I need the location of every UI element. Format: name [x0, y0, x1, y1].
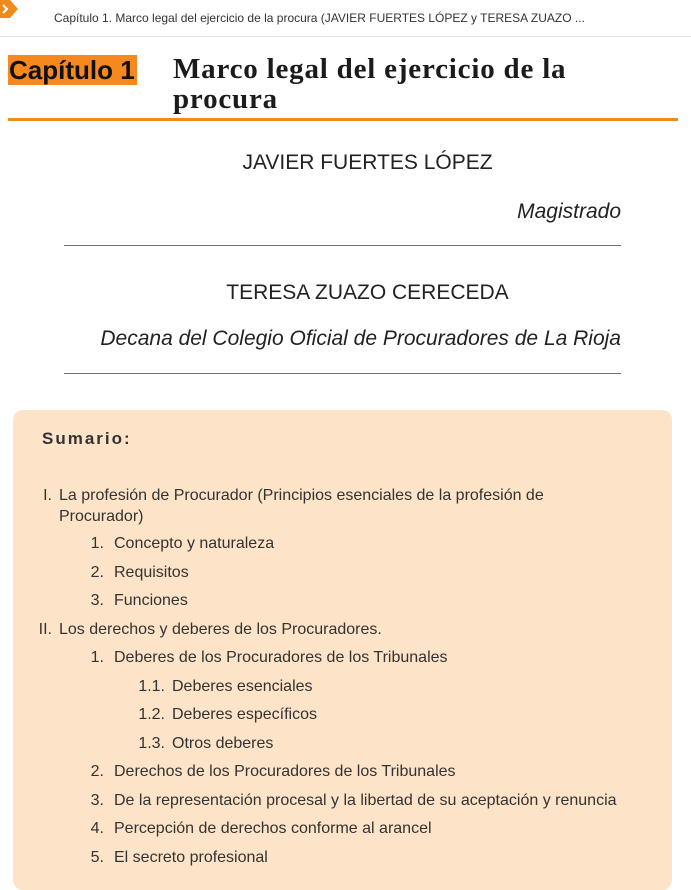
toc-label: Otros deberes [172, 735, 274, 752]
summary-title: Sumario: [42, 429, 132, 448]
chapter-title-line1: Marco legal del ejercicio de la [173, 53, 567, 85]
toc-label: Deberes esenciales [172, 678, 313, 695]
author-role-2: Decana del Colegio Oficial de Procuradores de La Rioja [100, 327, 621, 350]
toc-label: Concepto y naturaleza [114, 535, 275, 552]
toc-number: 2. [90, 564, 104, 581]
author-name-2: TERESA ZUAZO CERECEDA [226, 281, 509, 304]
toc-number: 5. [90, 849, 104, 866]
toc-label: Los derechos y deberes de los Procuradores. [59, 621, 382, 638]
toc-label: El secreto profesional [114, 849, 268, 866]
toc-number: I. [43, 487, 52, 504]
toc-number: 1.2. [138, 706, 165, 723]
chevron-right-icon[interactable] [0, 0, 18, 22]
toc-label: Percepción de derechos conforme al arancel [114, 820, 432, 837]
breadcrumb[interactable]: Capítulo 1. Marco legal del ejercicio de la procura (JAVIER FUERTES LÓPEZ y TERESA ZUAZO ... [54, 11, 585, 25]
summary-box [13, 410, 672, 890]
divider [64, 245, 621, 246]
toc-number: 4. [90, 820, 104, 837]
toc-number: 2. [90, 763, 104, 780]
top-bar [0, 0, 691, 37]
toc-number: 1. [90, 649, 104, 666]
table-of-contents [13, 410, 672, 890]
toc-label: De la representación procesal y la libertad de su aceptación y renuncia [114, 792, 617, 809]
author-name-1: JAVIER FUERTES LÓPEZ [242, 151, 493, 174]
toc-number: II. [38, 621, 52, 638]
toc-label: Deberes específicos [172, 706, 317, 723]
toc-label: Funciones [114, 592, 188, 609]
author-role-1: Magistrado [517, 200, 621, 223]
chapter-header [8, 54, 678, 121]
toc-label: La profesión de Procurador (Principios esenciales de la profesión de Procurador) [59, 487, 544, 525]
toc-number: 3. [90, 592, 104, 609]
toc-number: 1. [90, 535, 104, 552]
toc-label: Derechos de los Procuradores de los Tribunales [114, 763, 456, 780]
chapter-title-line2: procura [173, 83, 278, 115]
toc-label: Deberes de los Procuradores de los Tribunales [114, 649, 448, 666]
toc-number: 1.1. [138, 678, 165, 695]
toc-number: 3. [90, 792, 104, 809]
chapter-badge: Capítulo 1 [9, 55, 135, 85]
toc-number: 1.3. [138, 735, 165, 752]
chapter-title [173, 54, 673, 114]
divider [64, 373, 621, 374]
toc-label: Requisitos [114, 564, 189, 581]
